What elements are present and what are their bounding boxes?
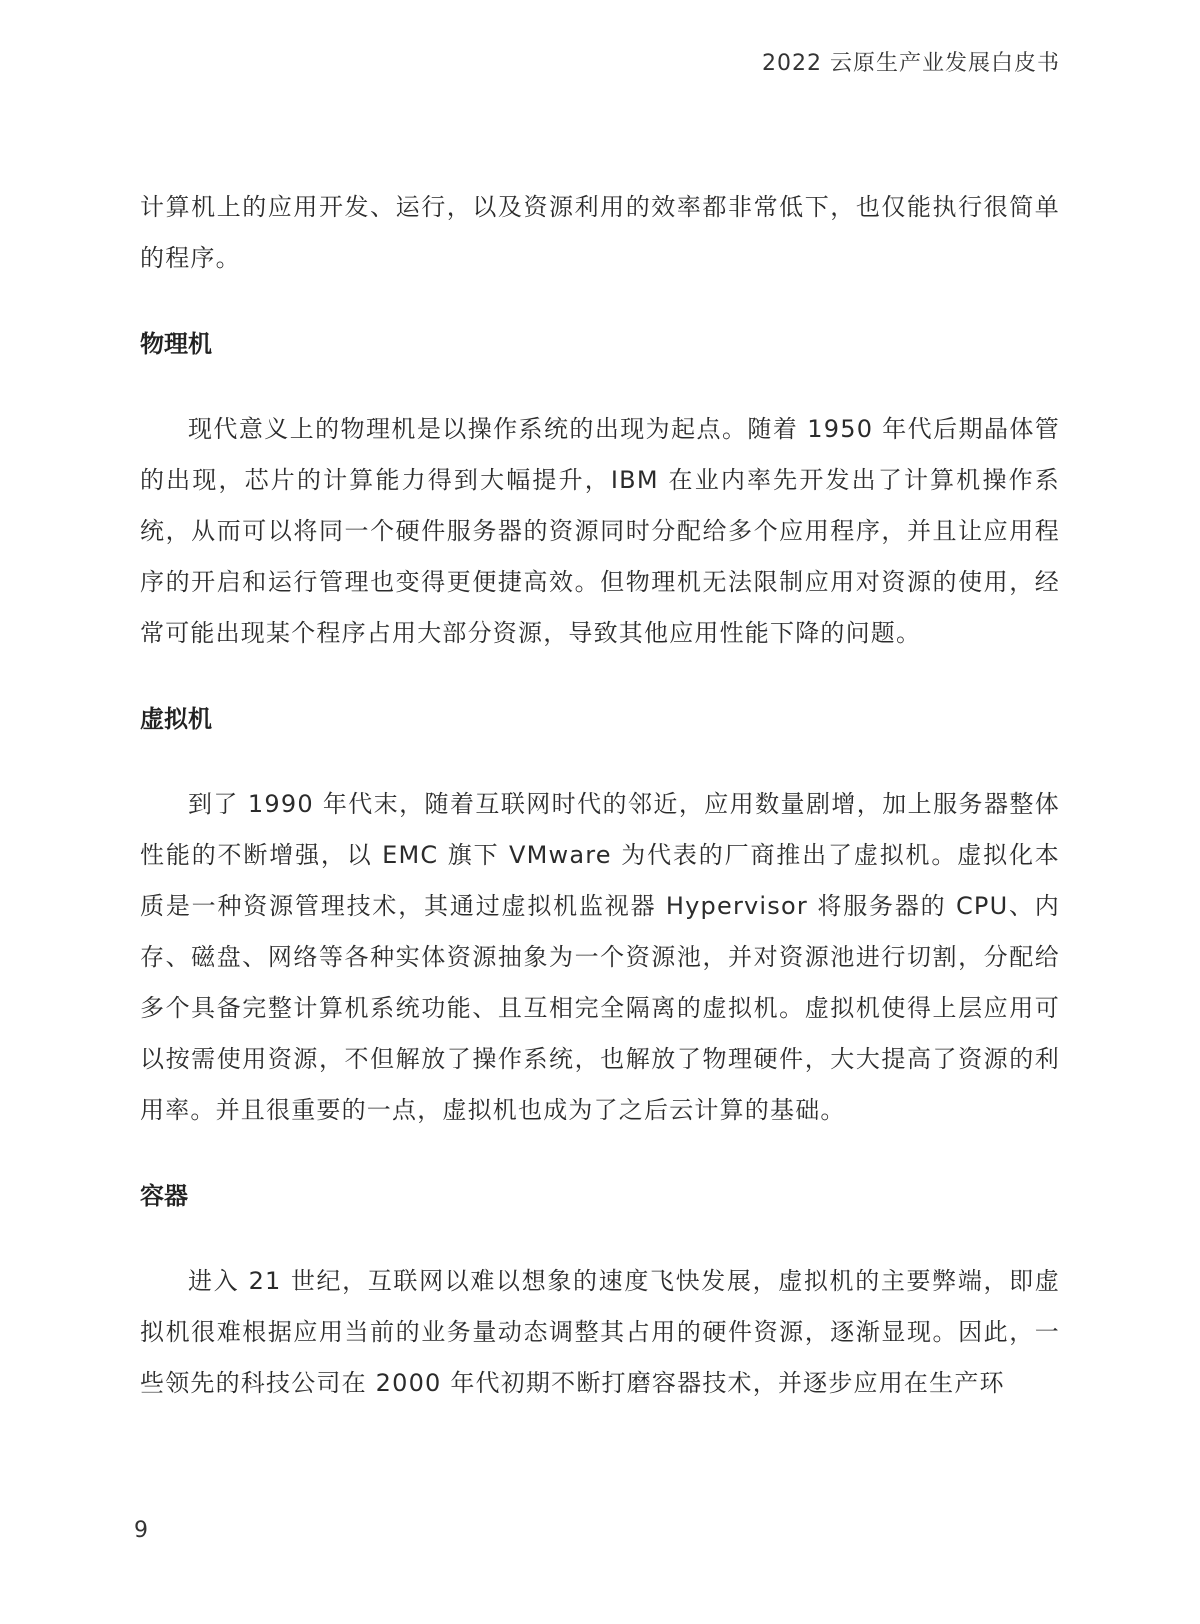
document-body [140, 182, 1060, 1409]
section-body-virtual-machine: 到了 1990 年代末，随着互联网时代的邻近，应用数量剧增，加上服务器整体性能的不断增强，以 EMC 旗下 VMware 为代表的厂商推出了虚拟机。虚拟化本质是一种资源管理技术，其通过虚拟机监视器 Hypervisor 将服务器的 CPU、内存、磁盘、网络等各种实体资源抽象为一个资源池，并对资源池进行切割，分配给多个具备完整计算机系统功能、且互相完全隔离的虚拟机。虚拟机使得上层应用可以按需使用资源，不但解放了操作系统，也解放了物理硬件，大大提高了资源的利用率。并且很重要的一点，虚拟机也成为了之后云计算的基础。 [140, 790, 1060, 1124]
intro-paragraph: 计算机上的应用开发、运行，以及资源利用的效率都非常低下，也仅能执行很简单的程序。 [140, 193, 1060, 272]
section-body-container: 进入 21 世纪，互联网以难以想象的速度飞快发展，虚拟机的主要弊端，即虚拟机很难根据应用当前的业务量动态调整其占用的硬件资源，逐渐显现。因此，一些领先的科技公司在 2000 年代初期不断打磨容器技术，并逐步应用在生产环 [140, 1267, 1060, 1397]
page-header-title: 2022 云原生产业发展白皮书 [762, 51, 1060, 76]
section-heading-physical-machine: 物理机 [140, 330, 212, 358]
page-number: 9 [134, 1518, 148, 1543]
section-heading-container: 容器 [140, 1182, 188, 1210]
section-heading-virtual-machine: 虚拟机 [140, 705, 212, 733]
section-body-physical-machine: 现代意义上的物理机是以操作系统的出现为起点。随着 1950 年代后期晶体管的出现，芯片的计算能力得到大幅提升，IBM 在业内率先开发出了计算机操作系统，从而可以将同一个硬件服务器的资源同时分配给多个应用程序，并且让应用程序的开启和运行管理也变得更便捷高效。但物理机无法限制应用对资源的使用，经常可能出现某个程序占用大部分资源，导致其他应用性能下降的问题。 [140, 415, 1060, 647]
